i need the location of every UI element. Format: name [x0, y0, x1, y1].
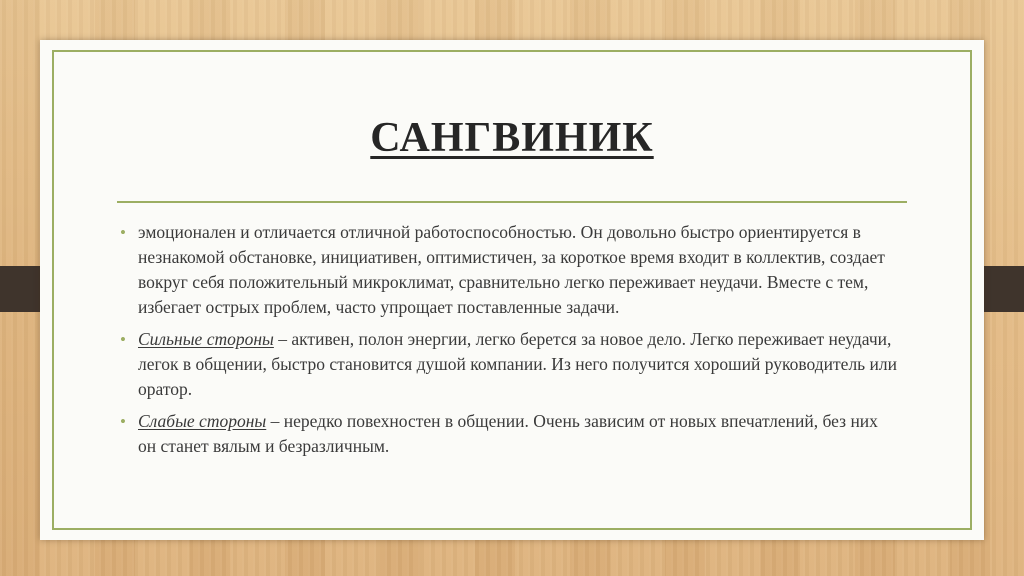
bullet-icon: •: [120, 412, 126, 431]
bullet-icon: •: [120, 330, 126, 349]
bullet-item-weaknesses: [120, 409, 900, 459]
bullet-list: [120, 220, 900, 466]
slide-card: [40, 40, 984, 540]
slide-title-text: САНГВИНИК: [370, 115, 654, 161]
bullet-text: – активен, полон энергии, легко берется за новое дело. Легко переживает неудачи, легок в общении, быстро становится душой компании. Из него получится хороший руководитель или оратор.: [138, 329, 897, 399]
slide-title: [40, 114, 984, 162]
title-divider: [117, 201, 907, 203]
bullet-icon: •: [120, 223, 126, 242]
bullet-text: – нередко повехностен в общении. Очень зависим от новых впечатлений, без них он станет вялым и безразличным.: [138, 411, 878, 456]
bullet-item-strengths: [120, 327, 900, 402]
bullet-text: эмоционален и отличается отличной работоспособностью. Он довольно быстро ориентируется в незнакомой обстановке, инициативен, оптимистичен, за короткое время входит в коллектив, создает вокруг себя положительный микроклимат, сравнительно легко переживает неудачи. Вместе с тем, избегает острых проблем, часто упрощает поставленные задачи.: [138, 222, 885, 317]
weaknesses-term: Слабые стороны: [138, 411, 267, 431]
bullet-item-description: [120, 220, 900, 320]
strengths-term: Сильные стороны: [138, 329, 274, 349]
